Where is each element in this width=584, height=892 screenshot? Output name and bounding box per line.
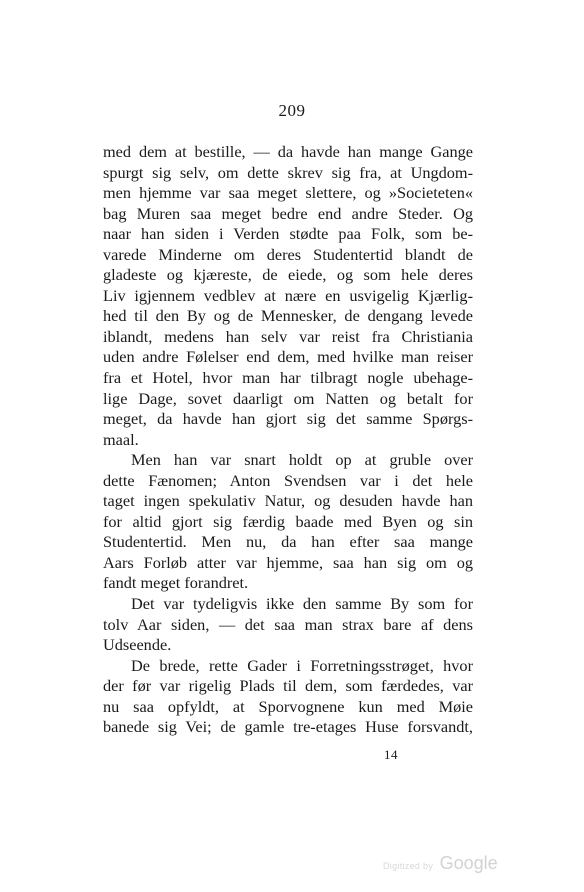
text-line: fandt meget forandret.: [103, 573, 249, 593]
text-line: spurgt sig selv, om dette skrev sig fra, at Ungdom-: [103, 162, 473, 182]
text-line: Det var tydeligvis ikke den samme By som for: [131, 594, 473, 614]
text-line: lige Dage, sovet daarligt om Natten og betalt for: [103, 388, 473, 408]
text-line: uden andre Følelser end dem, med hvilke man reiser: [103, 347, 473, 367]
body-text: [103, 142, 473, 738]
text-line: gladeste og kjæreste, de eiede, og som hele deres: [103, 265, 473, 285]
text-line: De brede, rette Gader i Forretningsstrøget, hvor: [131, 655, 473, 675]
text-line: der før var rigelig Plads til dem, som færdedes, var: [103, 676, 473, 696]
text-line: Studentertid. Men nu, da han efter saa mange: [103, 532, 473, 552]
text-line: meget, da havde han gjort sig det samme Spørgs-: [103, 409, 473, 429]
page-number: 209: [278, 101, 306, 120]
text-line: varede Minderne om deres Studentertid blandt de: [103, 244, 473, 264]
watermark-brand: Google: [439, 853, 498, 873]
text-line: dette Fænomen; Anton Svendsen var i det hele: [103, 470, 473, 490]
text-line: nu saa opfyldt, at Sporvognene kun med Møie: [103, 696, 473, 716]
text-line: banede sig Vei; de gamle tre-etages Huse forsvandt,: [103, 717, 473, 737]
text-line: hed til den By og de Mennesker, de dengang levede: [103, 306, 473, 326]
text-line: tolv Aar siden, — det saa man strax bare af dens: [103, 614, 473, 634]
text-line: bag Muren saa meget bedre end andre Steder. Og: [103, 203, 473, 223]
text-line: men hjemme var saa meget slettere, og »Societeten«: [103, 183, 473, 203]
digitization-watermark: [383, 853, 498, 874]
text-line: taget ingen spekulativ Natur, og desuden havde han: [103, 491, 473, 511]
text-line: Men han var snart holdt op at gruble over: [131, 450, 473, 470]
text-line: Udseende.: [103, 635, 172, 655]
signature-mark: 14: [384, 747, 398, 762]
text-line: Aars Forløb atter var hjemme, saa han sig om og: [103, 552, 473, 572]
text-line: Liv igjennem vedblev at nære en usvigelig Kjærlig-: [103, 285, 473, 305]
watermark-prefix: Digitized by: [383, 861, 434, 871]
text-line: med dem at bestille, — da havde han mange Gange: [103, 142, 473, 161]
text-line: iblandt, medens han selv var reist fra Christiania: [103, 326, 473, 346]
text-line: naar han siden i Verden stødte paa Folk, som be-: [103, 224, 473, 244]
text-line: for altid gjort sig færdig baade med Byen og sin: [103, 511, 473, 531]
text-line: fra et Hotel, hvor man har tilbragt nogle ubehage-: [103, 368, 473, 388]
text-line: maal.: [103, 429, 139, 449]
